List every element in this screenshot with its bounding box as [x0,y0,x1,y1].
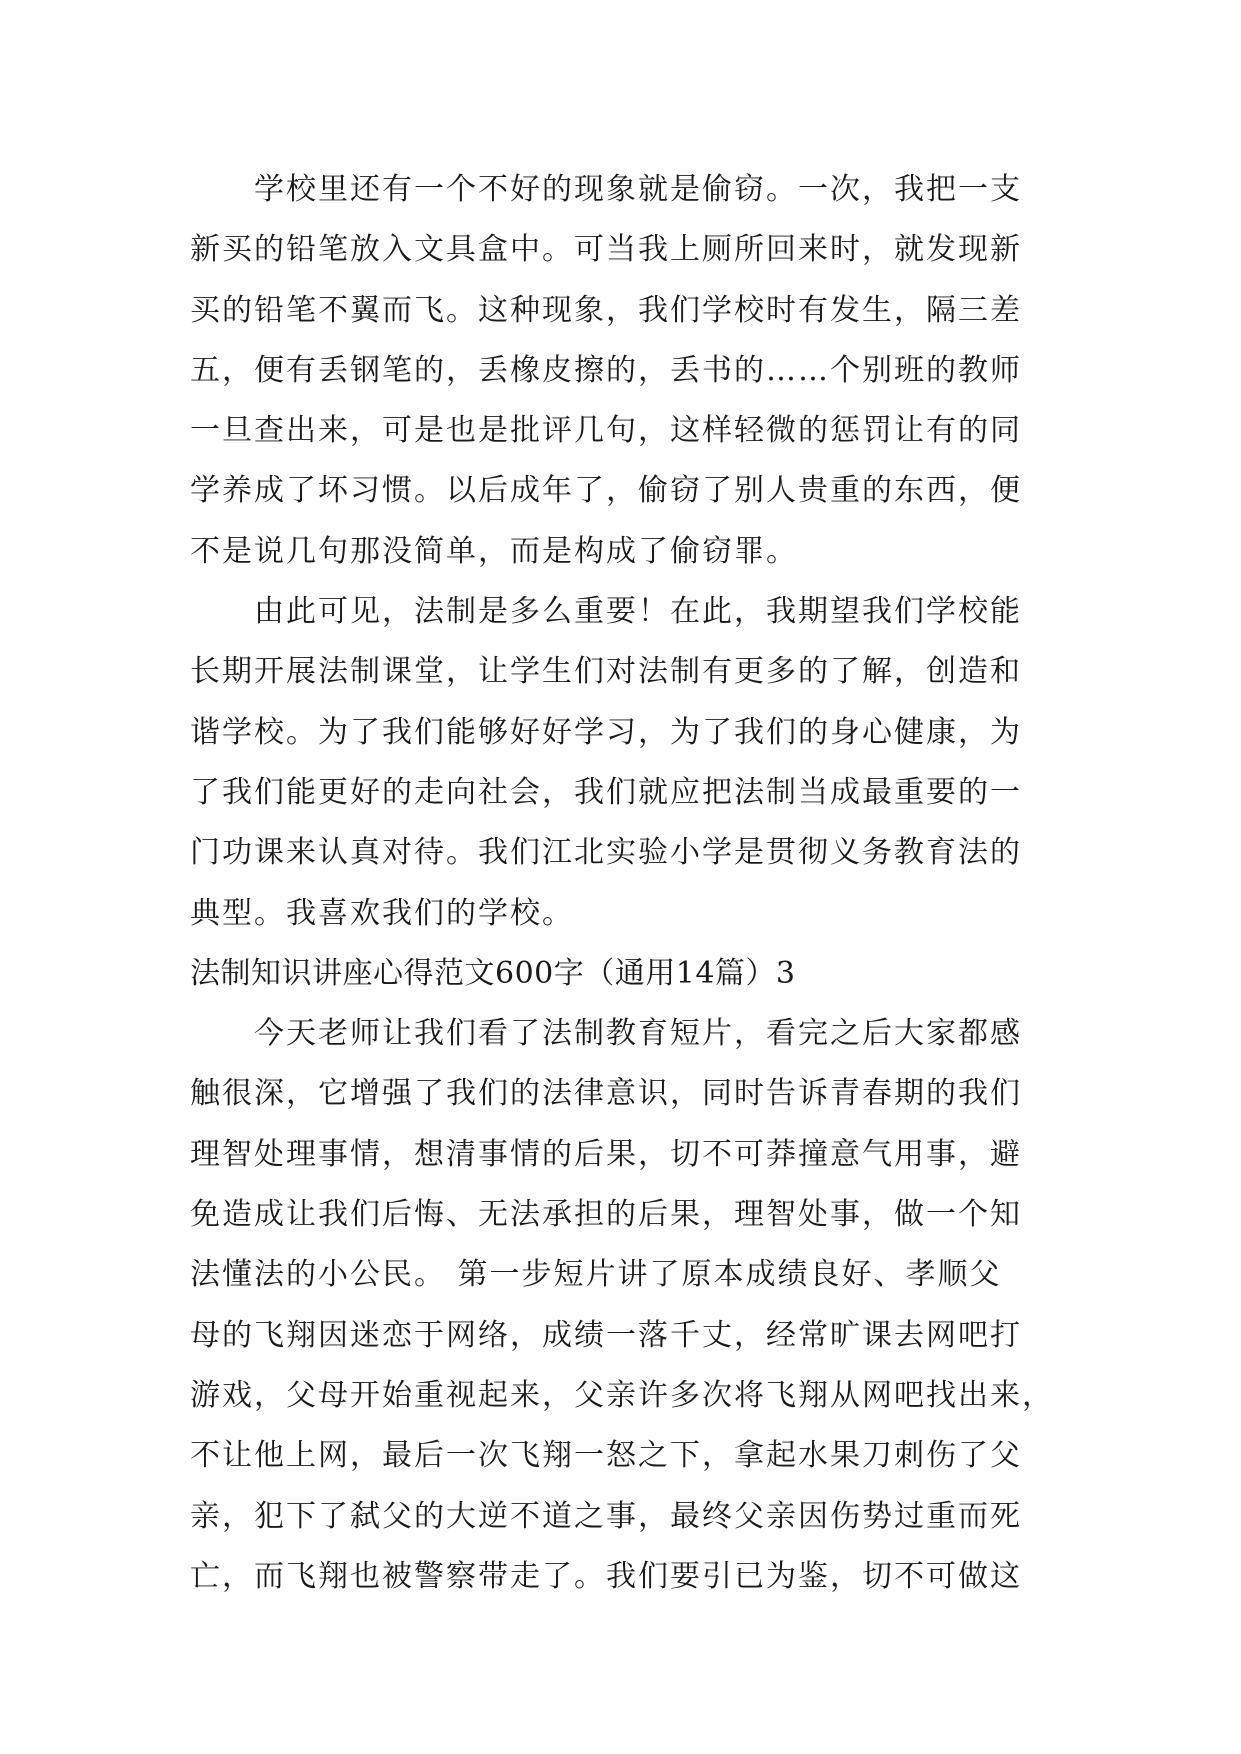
paragraph-line: 亡，而飞翔也被警察带走了。我们要引已为鉴，切不可做这 [190,1558,1022,1594]
paragraph-theft [190,160,1055,582]
paragraph-line: 不是说几句那没简单，而是构成了偷窃罪。 [190,533,798,569]
paragraph-line: 门功课来认真对待。我们江北实验小学是贯彻义务教育法的 [190,835,1022,871]
paragraph-line: 长期开展法制课堂，让学生们对法制有更多的了解，创造和 [190,654,1022,690]
paragraph-line: 学校里还有一个不好的现象就是偷窃。一次，我把一支 [254,172,1022,207]
paragraph-line: 不让他上网，最后一次飞翔一怒之下，拿起水果刀刺伤了父 [190,1438,1022,1474]
paragraph-line: 一旦查出来，可是也是批评几句，这样轻微的惩罚让有的同 [190,413,1022,449]
section-heading: 法制知识讲座心得范文600字（通用14篇）3 [190,955,796,991]
paragraph-line: 理智处理事情，想清事情的后果，切不可莽撞意气用事，避 [190,1136,1022,1172]
document-body [190,160,1055,1607]
paragraph-line: 免造成让我们后悔、无法承担的后果，理智处事，做一个知 [190,1197,1022,1233]
paragraph-line: 母的飞翔因迷恋于网络，成绩一落千丈，经常旷课去网吧打 [190,1317,1022,1353]
paragraph-line: 新买的铅笔放入文具盒中。可当我上厕所回来时，就发现新 [190,232,1022,268]
paragraph-line: 学养成了坏习惯。以后成年了，偷窃了别人贵重的东西，便 [190,473,1022,509]
paragraph-film [190,1004,1055,1607]
paragraph-line: 买的铅笔不翼而飞。这种现象，我们学校时有发生，隔三差 [190,292,1022,328]
paragraph-importance [190,582,1055,944]
paragraph-line: 典型。我喜欢我们的学校。 [190,895,574,931]
paragraph-line: 亲，犯下了弑父的大逆不道之事，最终父亲因伤势过重而死 [190,1498,1022,1534]
paragraph-line: 谐学校。为了我们能够好好学习，为了我们的身心健康，为 [190,714,1022,750]
paragraph-line: 游戏，父母开始重视起来，父亲许多次将飞翔从网吧找出来， [190,1377,1054,1413]
paragraph-line: 由此可见，法制是多么重要！在此，我期望我们学校能 [254,594,1022,630]
paragraph-line: 触很深，它增强了我们的法律意识，同时告诉青春期的我们 [190,1076,1022,1112]
paragraph-line: 今天老师让我们看了法制教育短片，看完之后大家都感 [254,1016,1022,1052]
paragraph-line: 了我们能更好的走向社会，我们就应把法制当成最重要的一 [190,774,1022,810]
paragraph-line: 法懂法的小公民。 第一步短片讲了原本成绩良好、孝顺父 [190,1257,1002,1293]
paragraph-line: 五，便有丢钢笔的，丢橡皮擦的，丢书的……个别班的教师 [190,352,1022,388]
